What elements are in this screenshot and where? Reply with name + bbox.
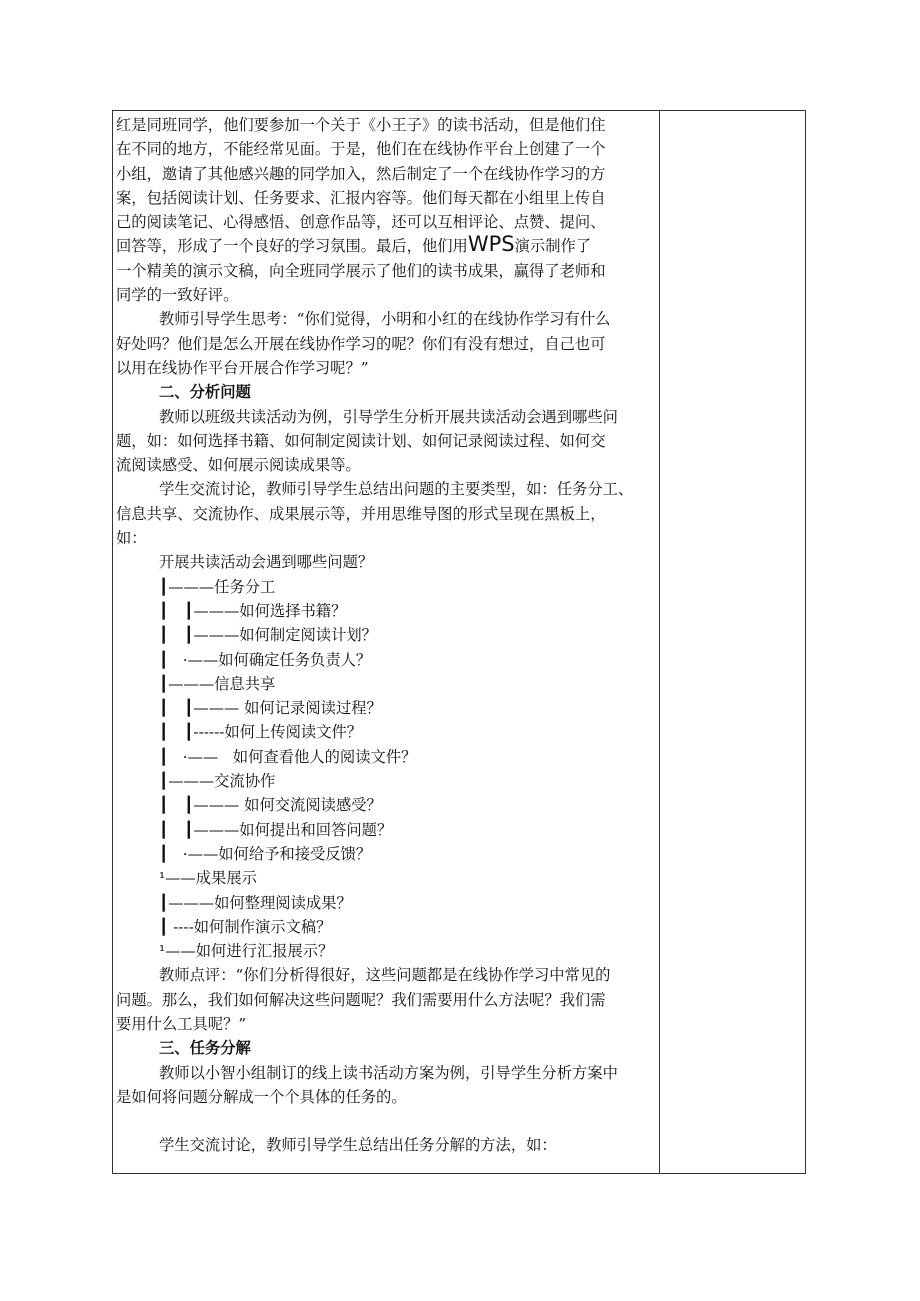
text-line: 教师以小智小组制订的线上读书活动方案为例，引导学生分析方案中: [159, 1063, 618, 1082]
node-label: ———任务分工: [168, 577, 276, 596]
tree-connector: ┃: [159, 893, 169, 912]
section-heading: 二、分析问题: [159, 383, 251, 402]
tree-connector: ┃ ┃: [159, 820, 194, 839]
mindmap-node: [116, 818, 656, 842]
tree-connector: ┃: [159, 917, 169, 936]
mindmap-node: [116, 623, 656, 647]
text-line: 红是同班同学，他们要参加一个关于《小王子》的读书活动，但是他们住: [116, 116, 606, 134]
mindmap-root: 开展共读活动会遇到哪些问题？: [159, 553, 374, 572]
mindmap-node: [116, 939, 656, 963]
tree-connector: ┃: [159, 772, 169, 791]
text-line: 教师点评：“你们分析得很好，这些问题都是在线协作学习中常见的: [159, 966, 611, 985]
mindmap-tree: [116, 575, 656, 964]
node-label: ———如何制定阅读计划？: [193, 626, 377, 645]
lesson-content: [116, 113, 656, 1158]
mindmap-node: [116, 793, 656, 817]
mindmap-node: [116, 672, 656, 696]
tree-connector: ┃: [159, 674, 169, 693]
text-line: 一个精美的演示文稿，向全班同学展示了他们的读书成果，赢得了老师和: [116, 261, 606, 280]
text-line: 教师以班级共读活动为例，引导学生分析开展共读活动会遇到哪些问: [159, 407, 618, 426]
text-line: 以用在线协作平台开展合作学习呢？”: [116, 358, 369, 377]
text-line: 题，如：如何选择书籍、如何制定阅读计划、如何记录阅读过程、如何交: [116, 431, 606, 450]
text-line: 信息共享、交流协作、成果展示等，并用思维导图的形式呈现在黑板上，: [116, 504, 606, 523]
mindmap-node: [116, 720, 656, 744]
tree-connector: ┃: [159, 650, 169, 669]
mindmap-node: [116, 648, 656, 672]
text-line: 要用什么工具呢？”: [116, 1014, 247, 1033]
node-label: ———如何选择书籍？: [193, 601, 347, 620]
node-label: ------如何上传阅读文件？: [193, 723, 363, 742]
node-label: ———如何整理阅读成果？: [168, 893, 352, 912]
node-label: ¹——如何进行汇报展示？: [159, 942, 334, 961]
text-line: 案，包括阅读计划、任务要求、汇报内容等。他们每天都在小组里上传自: [116, 188, 606, 207]
node-label: ----如何制作演示文稿？: [168, 917, 332, 936]
mindmap-node: [116, 866, 656, 890]
tree-connector: ┃ ┃: [159, 601, 194, 620]
node-label: ———交流协作: [168, 772, 276, 791]
node-label: ·——如何给予和接受反馈？: [168, 844, 372, 863]
mindmap-node: [116, 599, 656, 623]
tree-connector: ┃ ┃: [159, 723, 194, 742]
tree-connector: ┃ ┃: [159, 626, 194, 645]
text-segment: 回答等，形成了一个良好的学习氛围。最后，他们用: [116, 237, 468, 256]
node-label: ·—— 如何查看他人的阅读文件？: [168, 747, 417, 766]
text-line: 在不同的地方，不能经常见面。于是，他们在在线协作平台上创建了一个: [116, 140, 606, 159]
blank-line: [116, 1109, 656, 1133]
mindmap-node: [116, 575, 656, 599]
tree-connector: ┃: [159, 844, 169, 863]
tree-connector: ┃: [159, 747, 169, 766]
text-line: 小组，邀请了其他感兴趣的同学加入，然后制定了一个在线协作学习的方: [116, 164, 606, 183]
mindmap-node: [116, 696, 656, 720]
column-divider: [659, 110, 660, 1174]
text-line: 是如何将问题分解成一个个具体的任务的。: [116, 1087, 407, 1106]
node-label: ———如何提出和回答问题？: [193, 820, 393, 839]
text-line: 问题。那么，我们如何解决这些问题呢？我们需要用什么方法呢？我们需: [116, 990, 606, 1009]
mindmap-node: [116, 745, 656, 769]
text-line: 学生交流讨论，教师引导学生总结出任务分解的方法，如：: [159, 1136, 557, 1155]
text-line: 己的阅读笔记、心得感悟、创意作品等，还可以互相评论、点赞、提问、: [116, 213, 606, 232]
text-line: 教师引导学生思考：“你们觉得，小明和小红的在线协作学习有什么: [159, 310, 611, 329]
node-label: ·——如何确定任务负责人？: [168, 650, 372, 669]
mindmap-node: [116, 891, 656, 915]
tree-connector: ┃ ┃: [159, 699, 194, 718]
section-heading: 三、任务分解: [159, 1039, 251, 1058]
node-label: ¹——成果展示: [159, 869, 257, 888]
text-line: 学生交流讨论，教师引导学生总结出问题的主要类型，如：任务分工、: [159, 480, 634, 499]
mindmap-node: [116, 769, 656, 793]
text-line: 如：: [116, 529, 147, 548]
mindmap-node: [116, 915, 656, 939]
text-line: 好处吗？他们是怎么开展在线协作学习的呢？你们有没有想过，自己也可: [116, 334, 606, 353]
node-label: ——— 如何记录阅读过程？: [193, 699, 382, 718]
mindmap-node: [116, 842, 656, 866]
node-label: ———信息共享: [168, 674, 276, 693]
text-line: [116, 234, 656, 258]
wps-label: WPS: [467, 234, 515, 257]
text-line: 流阅读感受、如何展示阅读成果等。: [116, 456, 361, 475]
tree-connector: ┃: [159, 577, 169, 596]
tree-connector: ┃ ┃: [159, 796, 194, 815]
node-label: ——— 如何交流阅读感受？: [193, 796, 382, 815]
text-line: 同学的一致好评。: [116, 286, 239, 305]
text-segment: 演示制作了: [514, 237, 592, 256]
